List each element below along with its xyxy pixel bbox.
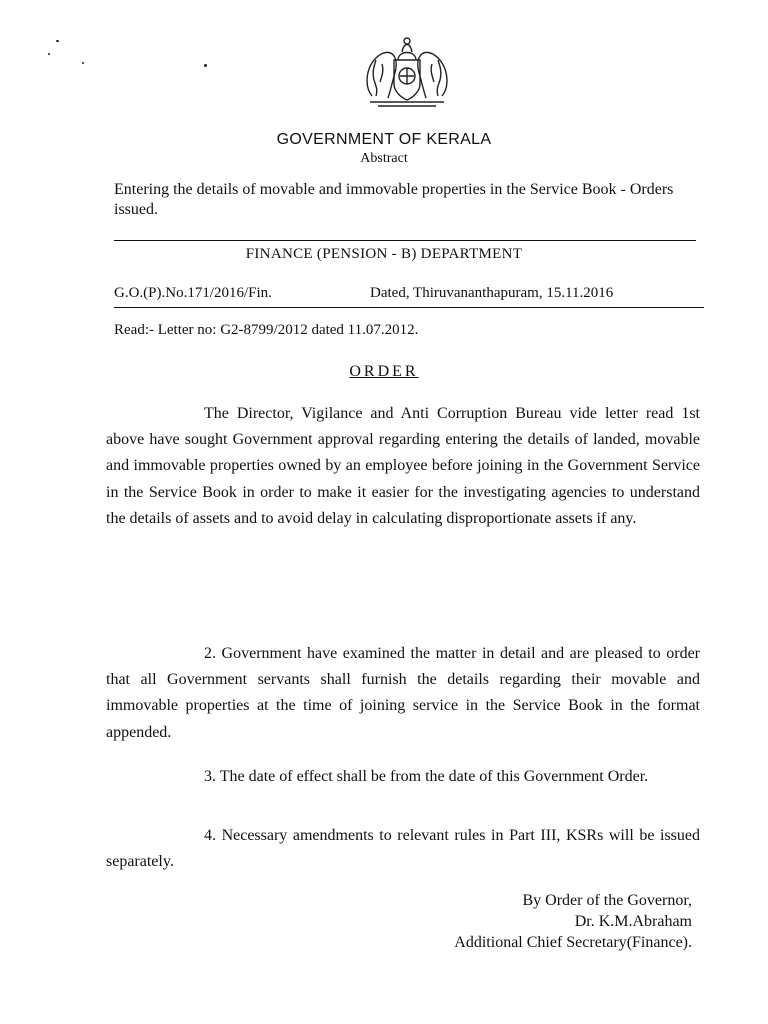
scan-speck xyxy=(82,62,84,64)
scan-speck xyxy=(48,53,50,55)
read-reference: Read:- Letter no: G2-8799/2012 dated 11.07.2012. xyxy=(114,322,419,338)
divider-rule xyxy=(114,307,704,308)
order-heading: ORDER xyxy=(349,363,419,380)
divider-rule xyxy=(114,240,696,241)
paragraph-2-text: 2. Government have examined the matter in detail and are pleased to order that all Government servants shall furnish the details regarding their movable and immovable properties at the time of joining service in the Service Book in the format appended. xyxy=(106,645,700,741)
department-heading: FINANCE (PENSION - B) DEPARTMENT xyxy=(245,246,523,262)
government-title: GOVERNMENT OF KERALA xyxy=(276,131,492,148)
paragraph-1-text: The Director, Vigilance and Anti Corruption Bureau vide letter read 1st above have sought Government approval regarding entering the details of landed, movable and immovable properties owned by an employee before joining in the Government Service in the Service Book in order to make it easier for the investigating agencies to understand the details of assets and to avoid delay in calculating disproportionate assets if any. xyxy=(106,405,700,527)
paragraph-3 xyxy=(106,764,700,790)
signature-block xyxy=(454,890,692,953)
paragraph-1 xyxy=(106,401,700,532)
paragraph-4-text: 4. Necessary amendments to relevant rules in Part III, KSRs will be issued separately. xyxy=(106,827,700,871)
scan-speck xyxy=(204,64,207,67)
dated-line: Dated, Thiruvananthapuram, 15.11.2016 xyxy=(370,285,614,301)
abstract-label: Abstract xyxy=(360,151,408,166)
kerala-emblem-icon xyxy=(360,30,454,112)
paragraph-2 xyxy=(106,641,700,746)
paragraph-3-text: 3. The date of effect shall be from the date of this Government Order. xyxy=(204,768,649,785)
go-number: G.O.(P).No.171/2016/Fin. xyxy=(114,285,272,301)
scan-speck xyxy=(56,40,59,42)
signature-line-2: Dr. K.M.Abraham xyxy=(574,913,692,930)
signature-line-3: Additional Chief Secretary(Finance). xyxy=(454,934,692,951)
paragraph-4 xyxy=(106,823,700,875)
signature-line-1: By Order of the Governor, xyxy=(522,892,692,909)
subject-line: Entering the details of movable and immovable properties in the Service Book - Orders issued. xyxy=(114,181,674,218)
